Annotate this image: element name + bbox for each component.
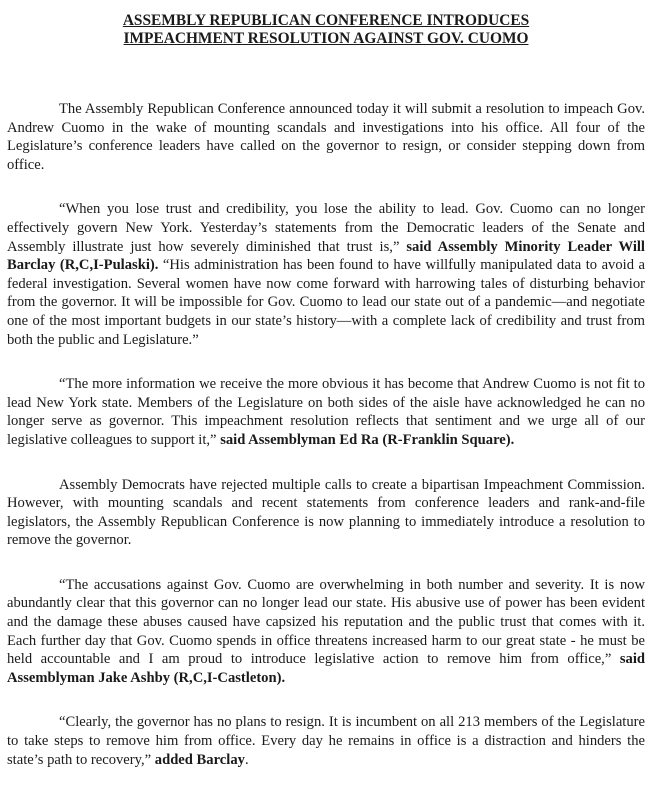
paragraph-text: The Assembly Republican Conference announced today it will submit a resolution to impeach Gov. Andrew Cuomo in the wake of mounting scandals and investigations into his office. All four of the Legislature’s conference leaders have called on the governor to resign, or consider stepping down from office.	[7, 101, 645, 173]
paragraph-ra-quote	[7, 375, 645, 449]
speaker-attribution: said Assembly Minority Leader Will Barclay (R,C,I-Pulaski).	[7, 238, 645, 274]
speaker-attribution: said Assemblyman Ed Ra (R-Franklin Square).	[220, 431, 515, 448]
quote-text: “Clearly, the governor has no plans to resign. It is incumbent on all 213 members of the Legislature to take steps to remove him from office. Every day he remains in office is a distraction and hinders the state’s path to recovery,”	[7, 714, 645, 768]
headline	[7, 12, 645, 48]
paragraph-closing-quote	[7, 713, 645, 769]
paragraph-barclay-quote	[7, 200, 645, 349]
speaker-attribution: added Barclay	[154, 751, 245, 768]
speaker-attribution: said Assemblyman Jake Ashby (R,C,I-Castleton).	[7, 651, 645, 686]
quote-text: “The accusations against Gov. Cuomo are overwhelming in both number and severity. It is now abundantly clear that this governor can no longer lead our state. His abusive use of power has been evident and the damage these abuses caused have capsized his reputation and the public trust that comes with it. Each further day that Gov. Cuomo spends in office threatens increased harm to our great state - he must be held accountable and I am proud to introduce legislative action to remove him from office,”	[7, 576, 645, 668]
press-release	[7, 12, 645, 795]
quote-text: “When you lose trust and credibility, you lose the ability to lead. Gov. Cuomo can no longer effectively govern New York. Yesterday’s statements from the Democratic leaders of the Senate and Assembly illustrate just how severely diminished that trust is,”	[7, 201, 645, 255]
quote-text: “The more information we receive the more obvious it has become that Andrew Cuomo is not fit to lead New York state. Members of the Legislature on both sides of the aisle have acknowledged he can no longer serve as governor. This impeachment resolution reflects that sentiment and we urge all of our legislative colleagues to support it,”	[7, 376, 645, 448]
paragraph-commission	[7, 476, 645, 550]
quote-text-continued: .	[244, 751, 249, 768]
paragraph-intro	[7, 100, 645, 174]
headline-line-1: ASSEMBLY REPUBLICAN CONFERENCE INTRODUCES	[122, 12, 530, 29]
headline-line-2: IMPEACHMENT RESOLUTION AGAINST GOV. CUOMO	[123, 30, 529, 47]
paragraph-ashby-quote	[7, 576, 645, 688]
paragraph-text: Assembly Democrats have rejected multiple calls to create a bipartisan Impeachment Commission. However, with mounting scandals and recent statements from conference leaders and rank-and-file legislators, the Assembly Republican Conference is now planning to immediately introduce a resolution to remove the governor.	[7, 476, 645, 549]
quote-text-continued: “His administration has been found to have willfully manipulated data to avoid a federal investigation. Several women have now come forward with harrowing tales of disturbing behavior from the governor. It will be impossible for Gov. Cuomo to lead our state out of a pandemic—and negotiate one of the most important budgets in our state’s history—with a complete lack of credibility and trust from both the public and Legislature.”	[7, 257, 645, 348]
